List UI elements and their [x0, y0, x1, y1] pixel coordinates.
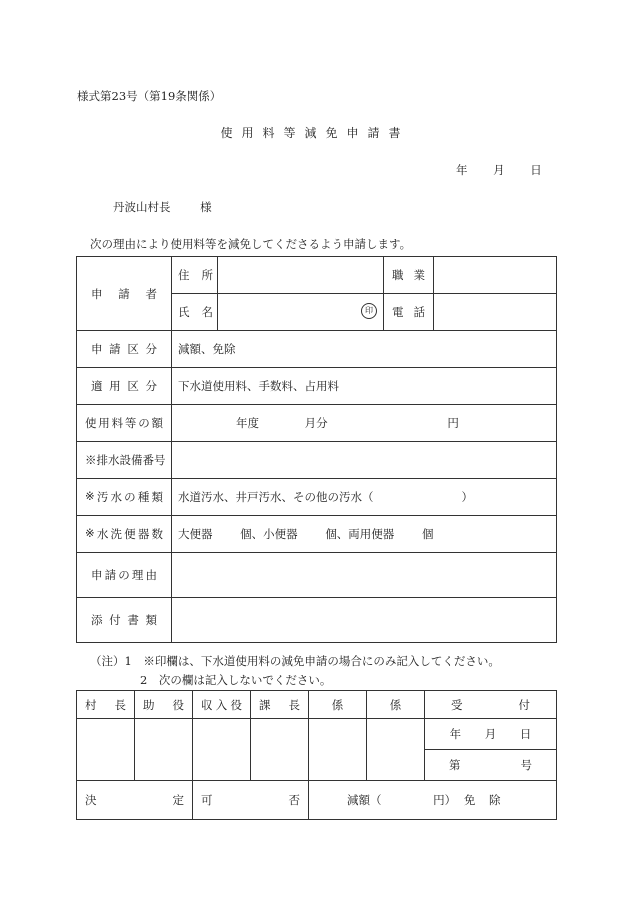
fee-amount-value[interactable]: 年度 月分 円 — [172, 405, 557, 442]
name-label: 氏 名 — [172, 294, 218, 331]
header-treasurer: 収 入 役 — [193, 691, 251, 719]
header-deputy: 助 役 — [135, 691, 193, 719]
toilet-count-label: ※ 水 洗 便 器 数 — [77, 516, 172, 553]
receipt-number: 第 号 — [425, 750, 557, 781]
stamp-treasurer[interactable] — [193, 719, 251, 781]
occupation-label: 職 業 — [384, 257, 434, 294]
occupation-field[interactable] — [434, 257, 557, 294]
intro-text: 次の理由により使用料等を減免してくださるよう申請します。 — [90, 237, 412, 251]
application-table — [76, 256, 557, 643]
name-field[interactable] — [218, 294, 384, 331]
decision-label: 決 定 — [77, 781, 193, 820]
receipt-label: 受 付 — [425, 691, 557, 719]
stamp-village-head[interactable] — [77, 719, 135, 781]
reason-value[interactable] — [172, 553, 557, 598]
receipt-date: 年 月 日 — [425, 719, 557, 750]
header-staff-1: 係 — [309, 691, 367, 719]
application-type-label: 申 請 区 分 — [77, 331, 172, 368]
form-number: 様式第23号（第19条関係） — [77, 89, 222, 103]
note-2: 2 次の欄は記入しないでください。 — [140, 673, 332, 687]
office-use-table — [76, 690, 557, 820]
application-date: 年 月 日 — [456, 163, 542, 177]
form-title: 使用料等減免申請書 — [220, 126, 410, 140]
reason-label: 申 請 の 理 由 — [77, 553, 172, 598]
applicant-label: 申 請 者 — [77, 257, 172, 331]
stamp-staff-2[interactable] — [367, 719, 425, 781]
header-village-head: 村 長 — [77, 691, 135, 719]
notes — [90, 652, 500, 690]
drainage-number-value[interactable] — [172, 442, 557, 479]
stamp-staff-1[interactable] — [309, 719, 367, 781]
drainage-number-label: ※排水設備番号 — [77, 442, 172, 479]
note-1: （注）1 ※印欄は、下水道使用料の減免申請の場合にのみ記入してください。 — [90, 654, 500, 668]
address-label: 住 所 — [172, 257, 218, 294]
reduction-field[interactable]: 減額（ 円） 免 除 — [309, 781, 557, 820]
header-section-chief: 課 長 — [251, 691, 309, 719]
stamp-section-chief[interactable] — [251, 719, 309, 781]
address-field[interactable] — [218, 257, 384, 294]
sewage-type-label: ※ 汚 水 の 種 類 — [77, 479, 172, 516]
decision-options[interactable]: 可 否 — [193, 781, 309, 820]
addressee: 丹波山村長 様 — [113, 200, 212, 214]
stamp-deputy[interactable] — [135, 719, 193, 781]
header-staff-2: 係 — [367, 691, 425, 719]
application-type-value[interactable]: 減額、免除 — [172, 331, 557, 368]
attachments-label: 添 付 書 類 — [77, 598, 172, 643]
attachments-value[interactable] — [172, 598, 557, 643]
seal-mark: 印 — [361, 303, 377, 319]
phone-field[interactable] — [434, 294, 557, 331]
applicable-type-label: 適 用 区 分 — [77, 368, 172, 405]
phone-label: 電 話 — [384, 294, 434, 331]
sewage-type-value[interactable]: 水道汚水、井戸汚水、その他の汚水（ ） — [172, 479, 557, 516]
toilet-count-value[interactable]: 大便器 個、小便器 個、両用便器 個 — [172, 516, 557, 553]
applicable-type-value[interactable]: 下水道使用料、手数料、占用料 — [172, 368, 557, 405]
fee-amount-label: 使 用 料 等 の 額 — [77, 405, 172, 442]
